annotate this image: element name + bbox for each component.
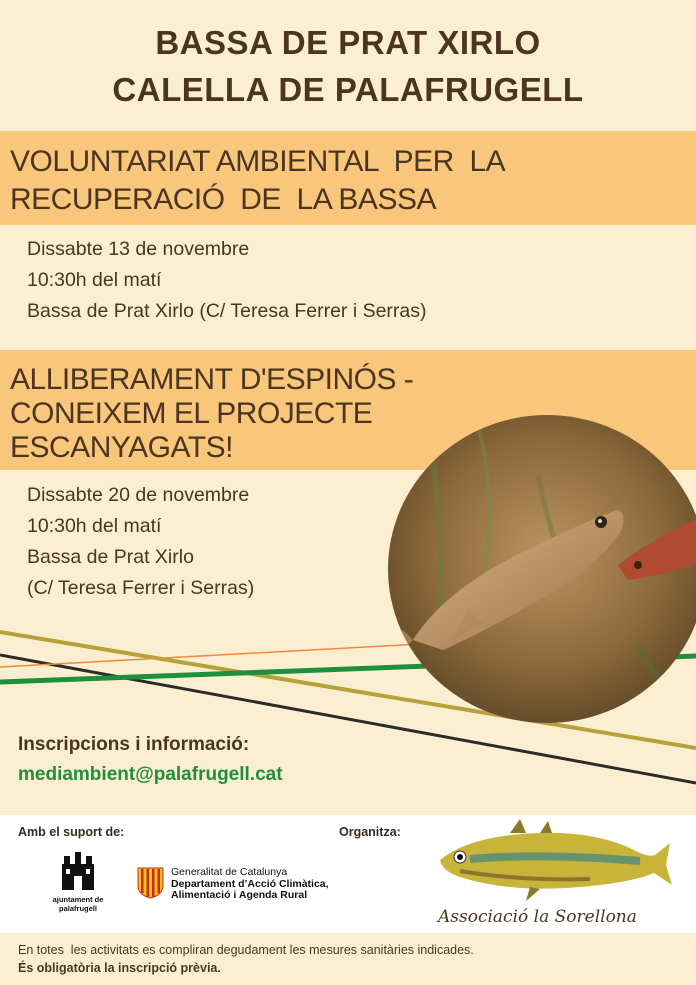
stickleback-fish-icon — [430, 815, 675, 905]
footer-notes — [18, 941, 474, 977]
contact-email-link[interactable]: mediambient@palafrugell.cat — [18, 764, 283, 785]
association-logo — [430, 815, 675, 933]
event1-date: Dissabte 13 de novembre — [27, 238, 250, 260]
sponsors-panel — [0, 815, 696, 933]
generalitat-line3: Alimentació i Agenda Rural — [171, 889, 308, 901]
registration-label: Inscripcions i informació: — [18, 734, 250, 755]
event2-details — [27, 480, 254, 604]
generalitat-line1: Generalitat de Catalunya — [171, 866, 288, 878]
event1-heading-line2: RECUPERACIÓ DE LA BASSA — [10, 183, 436, 216]
ajuntament-name-line1: ajuntament de — [52, 895, 104, 904]
event2-address: (C/ Teresa Ferrer i Serras) — [27, 577, 255, 599]
footer-note-1: En totes les activitats es compliran degudament les mesures sanitàries indicades. — [18, 943, 474, 957]
organizer-label: Organitza: — [339, 825, 401, 839]
title-line-2: CALELLA DE PALAFRUGELL — [112, 71, 584, 108]
generalitat-text — [171, 867, 371, 902]
title-line-1: BASSA DE PRAT XIRLO — [155, 24, 541, 61]
support-label: Amb el suport de: — [18, 825, 125, 839]
event1-time: 10:30h del matí — [27, 269, 162, 291]
footer-note-2: És obligatòria la inscripció prèvia. — [18, 961, 221, 975]
event2-date: Dissabte 20 de novembre — [27, 484, 250, 506]
event1-heading-line1: VOLUNTARIAT AMBIENTAL PER LA — [10, 145, 506, 178]
fish-photo — [388, 415, 696, 723]
association-name: Associació la Sorellona — [438, 907, 637, 927]
event2-heading-line1: ALLIBERAMENT D'ESPINÓS - — [10, 363, 414, 396]
event1-place: Bassa de Prat Xirlo (C/ Teresa Ferrer i Serras) — [27, 300, 427, 322]
castle-icon — [60, 852, 96, 890]
event2-heading-line2: CONEIXEM EL PROJECTE — [10, 397, 373, 430]
ajuntament-logo — [38, 852, 118, 918]
event2-place: Bassa de Prat Xirlo — [27, 546, 194, 568]
event2-heading-line3: ESCANYAGATS! — [10, 431, 233, 464]
senyera-shield-icon — [137, 867, 164, 899]
generalitat-line2: Departament d’Acció Climàtica, — [171, 877, 329, 890]
ajuntament-name-line2: palafrugell — [59, 904, 97, 913]
event2-time: 10:30h del matí — [27, 515, 162, 537]
